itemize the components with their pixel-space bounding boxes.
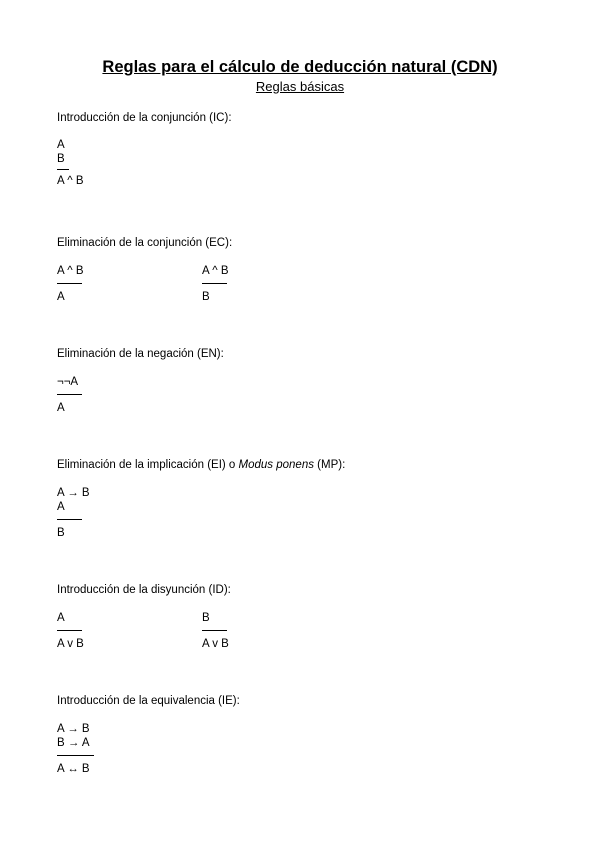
conclusion: A ^ B [57, 175, 84, 187]
page-subtitle: Reglas básicas [255, 79, 345, 94]
section-heading: Eliminación de la conjunción (EC): [57, 237, 233, 249]
section-id [57, 583, 557, 650]
conclusion: A [57, 291, 65, 303]
page-title: Reglas para el cálculo de deducción natural (CDN) [102, 58, 498, 76]
rule-id-left [57, 611, 84, 651]
premise: A [57, 139, 65, 151]
premise: A [57, 612, 65, 624]
conclusion: B [202, 291, 210, 303]
premise: A ^ B [57, 265, 84, 277]
conclusion: A v B [202, 638, 229, 650]
section-heading [57, 458, 557, 472]
section-ei [57, 458, 557, 539]
rule-ie [57, 722, 94, 776]
section-heading: Introducción de la conjunción (IC): [57, 112, 232, 124]
premise: A → B [57, 723, 90, 735]
premise: A [57, 501, 65, 513]
section-en [57, 347, 557, 414]
inference-bar [57, 394, 82, 395]
rule-en [57, 375, 82, 415]
premise: A → B [57, 487, 90, 499]
inference-bar [57, 169, 69, 170]
section-heading: Eliminación de la negación (EN): [57, 348, 224, 360]
premise: A ^ B [202, 265, 229, 277]
rule-ei [57, 486, 90, 540]
rule-id-right [202, 611, 229, 651]
conclusion: A v B [57, 638, 84, 650]
premise: B [202, 612, 210, 624]
inference-bar [57, 519, 82, 520]
section-ie [57, 694, 557, 775]
rule-ec-left [57, 264, 84, 304]
rule-ic [57, 138, 84, 188]
heading-part: (MP): [313, 459, 346, 471]
conclusion: A [57, 402, 65, 414]
inference-bar [57, 283, 82, 284]
section-heading: Introducción de la disyunción (ID): [57, 584, 231, 596]
inference-bar [202, 630, 227, 631]
heading-part: Eliminación de la implicación (EI) o [57, 459, 239, 471]
conclusion: B [57, 527, 65, 539]
heading-italic: Modus ponens [238, 459, 314, 471]
inference-bar [202, 283, 227, 284]
conclusion: A ↔ B [57, 763, 90, 775]
section-ec [57, 236, 557, 303]
premise: B [57, 153, 65, 165]
section-heading: Introducción de la equivalencia (IE): [57, 695, 240, 707]
premise: ¬¬A [57, 376, 79, 388]
premise: B → A [57, 737, 90, 749]
inference-bar [57, 630, 82, 631]
section-ic [57, 111, 557, 187]
rule-ec-right [202, 264, 229, 304]
inference-bar [57, 755, 94, 756]
